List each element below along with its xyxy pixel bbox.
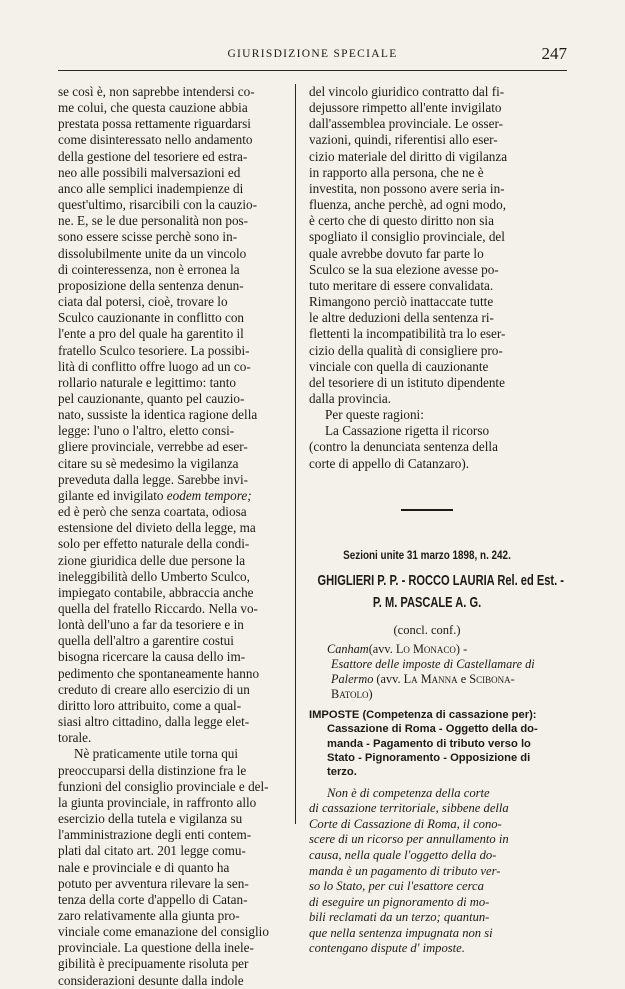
text-fragment: (avv. (373, 672, 404, 687)
text-line: è certo che di questo diritto non sia (309, 213, 494, 229)
text-line: quella del fratello Riccardo. Nella vo- (58, 601, 258, 616)
text-line: Sculco se la sua elezione avesse po- (309, 261, 499, 277)
text-line: anco alle semplici inadempienze di (58, 180, 244, 196)
text-line: nato, sussiste la identica ragione della (58, 407, 258, 423)
litigant-name: Palermo (331, 672, 374, 687)
text-line: quest'ultimo, risarcibili con la cauzio- (58, 197, 258, 213)
text-line: torale. (58, 730, 92, 746)
text-line: nale e provinciale e di quanto ha (58, 859, 230, 875)
text-line: del tesoriere di un istituto dipendente (309, 374, 505, 390)
text-line: Nè praticamente utile torna qui (74, 746, 239, 762)
text-fragment: gilante ed invigilato (58, 487, 167, 503)
text-line: quale avrebbe dovuto far parte lo (309, 245, 484, 261)
text-line: la giunta provinciale, in raffronto allo (58, 794, 257, 810)
litigant-line (327, 687, 545, 702)
lawyer-name: La Manna (403, 672, 458, 687)
decision-reference: Sezioni unite 31 marzo 1898, n. 242. (343, 549, 511, 562)
principle-line: que nella sentenza impugnata non si (309, 925, 493, 940)
court-composition (317, 570, 564, 614)
text-line: dalla provincia. (309, 390, 392, 406)
column-divider (295, 84, 296, 824)
text-line: ed è però che senza coartata, odiosa (58, 504, 247, 520)
litigants (309, 642, 545, 702)
text-line: tenza della corte d'appello di Catan- (58, 891, 248, 907)
text-line (58, 488, 290, 504)
headnote-line: Stato - Pignoramento - Opposizione di terzo. (327, 751, 531, 779)
text-line: fluenza, anche perchè, ad ogni modo, (309, 197, 506, 213)
section-separator (401, 509, 453, 511)
text-line: citare su sè medesimo la vigilanza (58, 455, 239, 471)
lawyer-name: Scibona- (469, 672, 515, 687)
text-line: zaro relativamente alla giunta pro- (58, 907, 240, 923)
text-line: vinciale con quella di cauzionante (309, 358, 489, 374)
principle-line: bili reclamati da un terzo; quantun- (309, 910, 490, 925)
text-line: flettenti la incompatibilità tra lo eser- (309, 326, 506, 342)
text-line: spogliato il consiglio provinciale, del (309, 229, 505, 245)
text-line: di cointeressenza, non è erronea la (58, 261, 240, 277)
text-line: pel cauzionante, quanto pel cauzio- (58, 390, 245, 406)
principle-line: di eseguire un pignoramento di mo- (309, 894, 490, 909)
text-line: siasi altro cittadino, dalla legge elet- (58, 714, 250, 730)
principle-line: scere di un ricorso per annullamento in (309, 832, 509, 847)
text-line: legge: l'uno o l'altro, eletto consi- (58, 423, 235, 439)
text-line: pedimento che spontaneamente hanno (58, 665, 260, 681)
text-line: (contro la denunciata sentenza della (309, 439, 498, 455)
text-fragment: e (457, 672, 470, 687)
text-line: preveduta dalla legge. Sarebbe invi- (58, 471, 249, 487)
text-line: zione giuridica delle due persone la (58, 552, 246, 568)
text-line: Rimangono perciò inattaccate tutte (309, 294, 494, 310)
principle-line: causa, nella quale l'oggetto della do- (309, 847, 497, 862)
text-line: provinciale. La questione della inele- (58, 940, 254, 956)
text-line: proposizione della sentenza denun- (58, 277, 244, 293)
text-line: solo per effetto naturale della condi- (58, 536, 250, 552)
text-line: dejussore rimpetto all'ente invigilato (309, 100, 502, 116)
headnote-line: IMPOSTE (Competenza di cassazione per): (309, 709, 537, 722)
text-line: me colui, che questa cauzione abbia (58, 100, 248, 116)
text-line: neo alle possibili malversazioni ed (58, 164, 241, 180)
text-line: lontà dell'uno a far da tesoriere e in (58, 617, 244, 633)
headnote-line: Cassazione di Roma - Oggetto della do- (327, 723, 538, 736)
text-line: dall'assemblea provinciale. Le osser- (309, 116, 503, 132)
court-composition-line: GHIGLIERI P. P. - ROCCO LAURIA Rel. ed Est. - (317, 571, 564, 589)
text-line: La Cassazione rigetta il ricorso (325, 423, 490, 439)
lawyer-name: Batolo (331, 687, 369, 702)
text-line: vazioni, quindi, riferentisi allo eser- (309, 132, 498, 148)
text-line: l'ente a pro del quale ha garentito il (58, 326, 244, 342)
text-line: della gestione del tesoriere ed estra- (58, 148, 248, 164)
page-number: 247 (541, 44, 567, 63)
text-line: fratello Sculco tesoriere. La possibi- (58, 342, 250, 358)
legal-principle (309, 786, 545, 958)
text-line: gibilità è precipuamente risoluta per (58, 956, 249, 972)
text-line: ciata dal potersi, cioè, trovare lo (58, 294, 228, 310)
lawyer-name: Lo Monaco (395, 642, 456, 657)
litigant-line: Esattore delle imposte di Castellamare di (331, 657, 535, 672)
text-line: creduto di creare allo esercizio di un (58, 681, 250, 697)
court-composition-line: P. M. PASCALE A. G. (372, 593, 482, 611)
text-line: le altre deduzioni della sentenza ri- (309, 310, 494, 326)
headnote (309, 708, 545, 779)
text-line: vinciale come emanazione del consiglio (58, 924, 269, 940)
text-line: considerazioni desunte dalla indole (58, 972, 244, 988)
text-fragment: (avv. (368, 642, 396, 657)
text-line: lità di conflitto offre luogo ad un co- (58, 358, 251, 374)
litigant-name: Canham (327, 642, 369, 657)
text-line: quella dell'altro a garentire costui (58, 633, 234, 649)
text-line: cizio della qualità di consigliere pro- (309, 342, 503, 358)
principle-line: Non è di competenza della corte (327, 785, 490, 800)
running-head: GIURISDIZIONE SPECIALE (227, 48, 398, 60)
italic-phrase: eodem tempore; (166, 487, 252, 503)
text-line: cizio materiale del diritto di vigilanza (309, 148, 508, 164)
left-column (58, 84, 290, 989)
text-line: sono essere scisse perchè sono in- (58, 229, 238, 245)
right-column (309, 84, 564, 957)
principle-line: Corte di Cassazione di Roma, il cono- (309, 816, 502, 831)
text-line: esercizio della tutela e vigilanza su (58, 811, 243, 827)
principle-line: contengano dispute d' imposte. (309, 941, 465, 956)
conclusions-note: (concl. conf.) (393, 622, 461, 637)
litigant-line (327, 642, 545, 657)
text-line: Sculco cauzionante in conflitto con (58, 310, 245, 326)
text-line: plati dal citato art. 201 legge comu- (58, 843, 246, 859)
text-line: funzioni del consiglio provinciale e del- (58, 778, 269, 794)
headnote-line: manda - Pagamento di tributo verso lo (327, 737, 531, 750)
text-line: ne. E, se le due personalità non pos- (58, 213, 249, 229)
text-fragment: ) (368, 687, 373, 702)
text-line: bisogna ricercare la causa dello im- (58, 649, 246, 665)
text-line: dissolubilmente unite da un vincolo (58, 245, 247, 261)
text-line: Per queste ragioni: (325, 407, 424, 423)
text-line: investita, non possono avere seria in- (309, 180, 505, 196)
principle-line: di cassazione territoriale, sibbene della (309, 801, 509, 816)
text-line: ineleggibilità dello Umberto Sculco, (58, 568, 250, 584)
text-line: preoccuparsi della distinzione fra le (58, 762, 247, 778)
text-line: rollario naturale e legittimo: tanto (58, 374, 236, 390)
text-line: del vincolo giuridico contratto dal fi- (309, 84, 505, 99)
text-line: impiegato contabile, abbraccia anche (58, 584, 254, 600)
text-fragment: ) - (455, 642, 468, 657)
text-line: come disinteressato nello andamento (58, 132, 253, 148)
page-header (58, 44, 567, 71)
text-line: estensione del divieto della legge, ma (58, 520, 256, 536)
text-line: se così è, non saprebbe intendersi co- (58, 84, 255, 99)
text-line: prestata possa rettamente riguardarsi (58, 116, 251, 132)
text-line: tuto meritare di essere convalidata. (309, 277, 494, 293)
text-line: potuto per avventura rilevare la sen- (58, 875, 249, 891)
litigant-line (327, 672, 545, 687)
text-line: in rapporto alla persona, che ne è (309, 164, 484, 180)
text-line: diritto loro attribuito, come a qual- (58, 697, 242, 713)
principle-line: so lo Stato, per cui l'esattore cerca (309, 879, 484, 894)
text-line: gliere provinciale, verrebbe ad eser- (58, 439, 248, 455)
text-line: l'amministrazione degli enti contem- (58, 827, 252, 843)
principle-line: manda è un pagamento di tributo ver- (309, 863, 501, 878)
text-line: corte di appello di Catanzaro). (309, 455, 470, 471)
